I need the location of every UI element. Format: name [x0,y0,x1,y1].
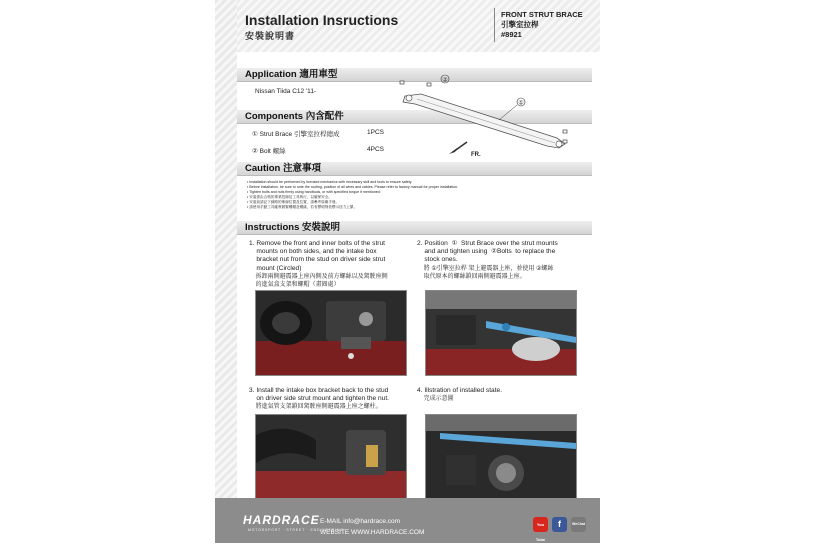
caution-list [247,180,458,210]
components-heading: Components 內含配件 [245,111,344,122]
diagram-label-1: ① [518,99,524,107]
caution-heading-bar [237,162,592,176]
caution-line: • Installation should be performed by licensed mechanics with necessary skill and tools to ensure safety. [247,180,413,184]
caution-line: • Before installation, be sure to note the routing, position of all wires and cables. Please refer to factory manual for proper installation. [247,185,459,189]
caution-line: • 安裝需由合格的專業技師及工具執行，以確保安全。 [247,195,332,199]
step-3-photo [255,414,407,500]
step-1-photo [255,290,407,376]
component-name: Bolt 螺絲 [259,148,286,155]
email-text[interactable]: E-MAIL info@hardrace.com [320,518,401,525]
step-text-en: 4. Illstration of installed state. [417,387,503,394]
product-name: FRONT STRUT BRACE [501,10,583,19]
component-num: ① [252,131,258,138]
component-num: ② [252,148,258,155]
instructions-heading: Instructions 安裝說明 [245,222,341,233]
component-name: Strut Brace 引擎室拉桿總成 [259,131,340,138]
product-info [501,10,583,40]
page-title-zh: 安裝說明書 [245,31,296,41]
footer [215,498,600,543]
wechat-icon[interactable]: WeChat [571,517,586,532]
content [237,52,592,498]
application-heading: Application 適用車型 [245,69,338,80]
mount-icon [406,95,412,101]
step-2 [417,240,582,281]
youtube-icon[interactable]: You Tube [533,517,548,532]
caution-line: • Tighten bolts and nuts firmly using handtools, or with specified torque if mentioned. [247,190,381,194]
front-label: FR. [471,152,481,158]
step-text-zh: 將 ①引擎室拉桿 架上避震器上座，並使用 ②螺絲 取代原本的螺絲鎖回兩側避震器上座。 [423,265,554,280]
step-2-photo [425,290,577,376]
brand-logo: HARDRACE [243,513,320,527]
product-name-zh: 引擎室拉桿 [501,20,539,29]
component-row [252,129,339,138]
step-4-photo [425,414,577,500]
left-stripe [215,0,237,543]
header-divider [494,8,495,42]
component-row [252,146,286,155]
caution-line: • 請使用手動工具確實鎖緊螺帽及螺絲，若有標明則依標示扭力上緊。 [247,205,358,209]
strut-brace-diagram [387,72,597,172]
brand-tagline: MOTORSPORT · STREET · ENGINEERING [248,528,344,532]
step-text-en: 3. Install the intake box bracket back to the stud on driver side strut mount and tighten the nut. [249,387,390,403]
brace-bar [403,94,565,148]
part-number: #8921 [501,30,522,39]
vehicle-text: Nissan Tiida C12 '11- [255,88,317,95]
step-text-zh: 完成示意圖 [417,396,454,403]
diagram-label-2: ② [442,76,448,84]
component-qty: 4PCS [367,146,384,153]
header [237,0,600,52]
step-text-en: 1. Remove the front and inner bolts of the strut mounts on both sides, and the intake box bracket nut from the stud on driver side strut mount (Circled) [249,240,386,272]
caution-heading: Caution 注意事項 [245,163,321,174]
instruction-sheet [215,0,600,543]
step-text-en: 2. Position ① Strut Brace over the strut mounts and and tighten using ②Bolts to replace the stock ones. [417,240,558,264]
page-title: Installation Insructions [245,12,399,28]
component-qty: 1PCS [367,129,384,136]
mount-icon [556,141,562,147]
step-1 [249,240,414,289]
step-4 [417,387,582,403]
contact-info [320,516,424,538]
step-text-zh: 將進氣管支架鎖回駕駛座側避震器上座之螺柱。 [249,404,382,411]
website-link[interactable]: WEBSITE WWW.HARDRACE.COM [320,529,425,536]
step-3 [249,387,419,412]
facebook-icon[interactable]: f [552,517,567,532]
instructions-heading-bar [237,221,592,235]
caution-line: • 安裝前請記下線路的佈線位置及位置，請參考原廠手冊。 [247,200,340,204]
step-text-zh: 拆卸兩側避震器上座內側及前方螺絲以及駕駛座側 的進氣盒支架和螺帽（畫圈處） [255,273,388,289]
